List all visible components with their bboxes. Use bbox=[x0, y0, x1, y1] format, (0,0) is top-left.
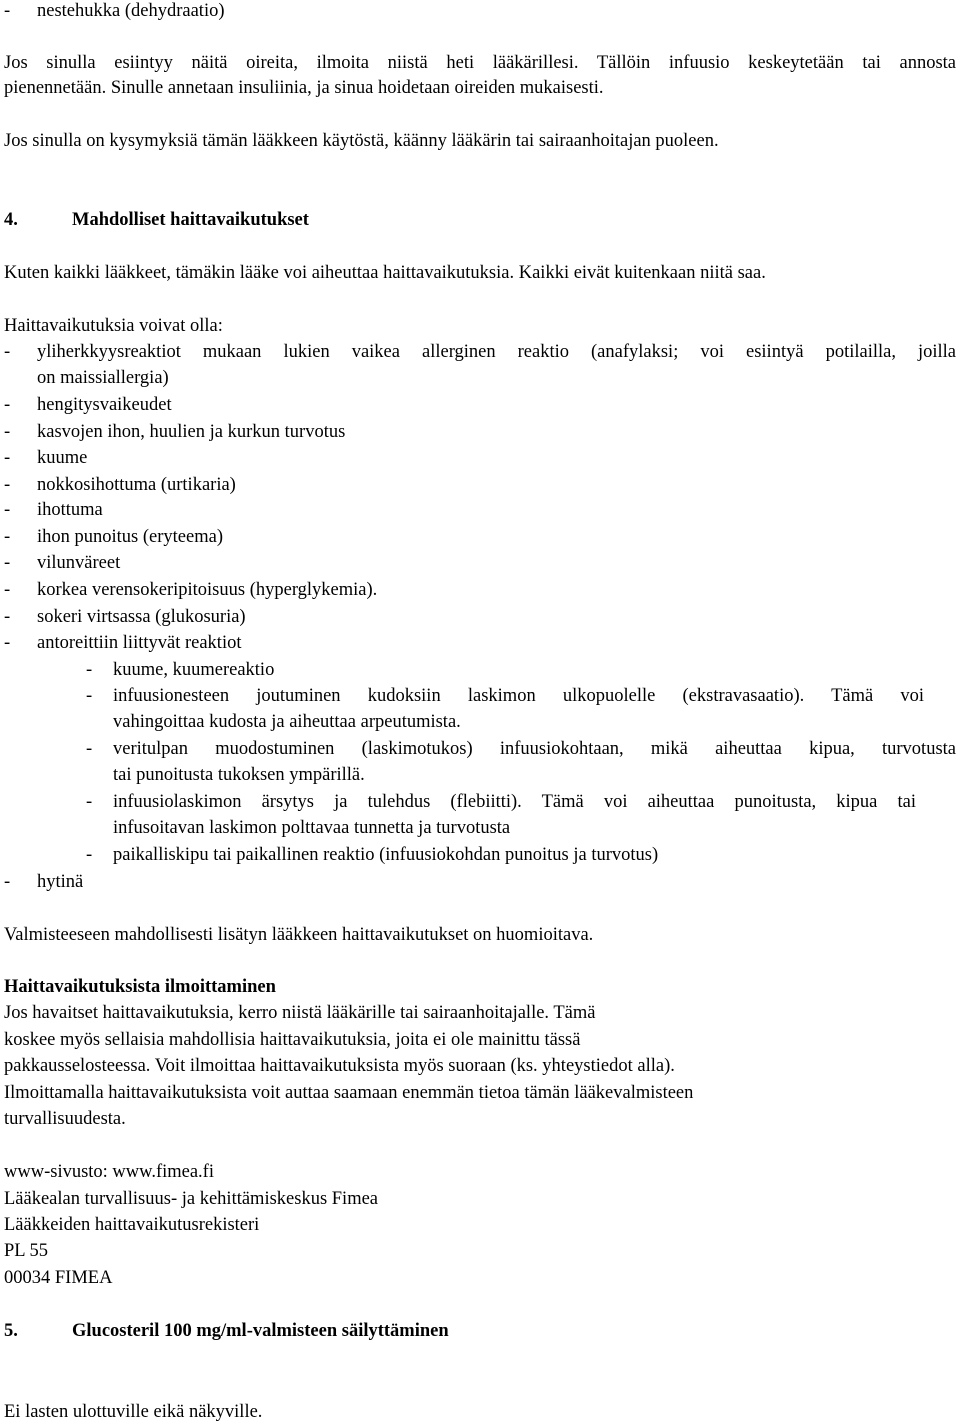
paragraph-questions: Jos sinulla on kysymyksiä tämän lääkkeen käytöstä, käänny lääkärin tai sairaanhoitajan puoleen. bbox=[4, 131, 719, 151]
list-dash: - bbox=[4, 395, 11, 415]
reporting-line: Ilmoittamalla haittavaikutuksista voit auttaa saamaan enemmän tietoa tämän lääkevalmisteen bbox=[4, 1083, 694, 1103]
sub-list-dash: - bbox=[86, 792, 93, 812]
list-dash: - bbox=[4, 422, 11, 442]
sub-list-dash: - bbox=[86, 660, 93, 680]
section-4-intro: Kuten kaikki lääkkeet, tämäkin lääke voi aiheuttaa haittavaikutuksia. Kaikki eivät kuitenkaan niitä saa. bbox=[4, 263, 766, 283]
contact-po-box: PL 55 bbox=[4, 1241, 49, 1261]
list-item-hypersensitivity: yliherkkyysreaktiot mukaan lukien vaikea allerginen reaktio (anafylaksi; voi esiintyä potilailla, joilla bbox=[37, 342, 956, 362]
list-dash: - bbox=[4, 553, 11, 573]
sub-list-dash: - bbox=[86, 845, 93, 865]
reporting-line: Jos havaitset haittavaikutuksia, kerro niistä lääkärille tai sairaanhoitajalle. Tämä bbox=[4, 1003, 596, 1023]
sub-list-item-continuation: tai punoitusta tukoksen ympärillä. bbox=[113, 765, 365, 785]
sub-list-item-continuation: vahingoittaa kudosta ja aiheuttaa arpeutumista. bbox=[113, 712, 461, 732]
paragraph-line: Jos sinulla esiintyy näitä oireita, ilmoita niistä heti lääkärillesi. Tällöin infuusio keskeytetään tai annosta bbox=[4, 53, 956, 73]
list-item-last: hytinä bbox=[37, 872, 84, 892]
list-item: ihottuma bbox=[37, 500, 103, 520]
list-item: antoreittiin liittyvät reaktiot bbox=[37, 633, 242, 653]
list-dash: - bbox=[4, 475, 11, 495]
list-item-dehydration: nestehukka (dehydraatio) bbox=[37, 1, 225, 21]
list-dash: - bbox=[4, 580, 11, 600]
reporting-heading: Haittavaikutuksista ilmoittaminen bbox=[4, 977, 276, 997]
section-title: Mahdolliset haittavaikutukset bbox=[72, 210, 309, 230]
list-dash: - bbox=[4, 342, 11, 362]
contact-postal-code: 00034 FIMEA bbox=[4, 1268, 113, 1288]
list-dash: - bbox=[4, 633, 11, 653]
list-dash: - bbox=[4, 607, 11, 627]
list-dash: - bbox=[4, 1, 11, 21]
list-item: vilunväreet bbox=[37, 553, 121, 573]
list-dash: - bbox=[4, 872, 11, 892]
sub-list-item: kuume, kuumereaktio bbox=[113, 660, 275, 680]
reporting-line: koskee myös sellaisia mahdollisia haittavaikutuksia, joita ei ole mainittu tässä bbox=[4, 1030, 581, 1050]
sub-list-dash: - bbox=[86, 686, 93, 706]
list-item: kuume bbox=[37, 448, 88, 468]
section-5-heading bbox=[4, 1322, 449, 1341]
sub-list-item: veritulpan muodostuminen (laskimotukos) infuusiokohtaan, mikä aiheuttaa kipua, turvotusta bbox=[113, 739, 956, 759]
sub-list-item: infuusionesteen joutuminen kudoksiin laskimon ulkopuolelle (ekstravasaatio). Tämä voi bbox=[113, 686, 924, 706]
list-dash: - bbox=[4, 527, 11, 547]
list-item: ihon punoitus (eryteema) bbox=[37, 527, 223, 547]
reporting-line: turvallisuudesta. bbox=[4, 1109, 126, 1129]
reporting-line: pakkausselosteessa. Voit ilmoittaa haittavaikutuksista myös suoraan (ks. yhteystiedot alla). bbox=[4, 1056, 675, 1076]
list-dash: - bbox=[4, 500, 11, 520]
list-item-continuation: on maissiallergia) bbox=[37, 368, 169, 388]
contact-agency: Lääkealan turvallisuus- ja kehittämiskeskus Fimea bbox=[4, 1189, 379, 1209]
list-item: hengitysvaikeudet bbox=[37, 395, 172, 415]
section-title: Glucosteril 100 mg/ml-valmisteen säilyttäminen bbox=[72, 1321, 449, 1341]
sub-list-item: infuusiolaskimon ärsytys ja tulehdus (flebiitti). Tämä voi aiheuttaa punoitusta, kipua tai bbox=[113, 792, 916, 812]
contact-registry: Lääkkeiden haittavaikutusrekisteri bbox=[4, 1215, 260, 1235]
additive-note: Valmisteeseen mahdollisesti lisätyn lääkkeen haittavaikutukset on huomioitava. bbox=[4, 925, 594, 945]
section-number: 4. bbox=[4, 210, 18, 230]
sub-list-dash: - bbox=[86, 739, 93, 759]
list-item: sokeri virtsassa (glukosuria) bbox=[37, 607, 246, 627]
paragraph-line: pienennetään. Sinulle annetaan insuliinia, ja sinua hoidetaan oireiden mukaisesti. bbox=[4, 78, 604, 98]
sub-list-item-continuation: infusoitavan laskimon polttavaa tunnetta ja turvotusta bbox=[113, 818, 511, 838]
list-item: nokkosihottuma (urtikaria) bbox=[37, 475, 236, 495]
section-4-list-lead: Haittavaikutuksia voivat olla: bbox=[4, 316, 223, 336]
list-item: korkea verensokeripitoisuus (hyperglykemia). bbox=[37, 580, 378, 600]
storage-note: Ei lasten ulottuville eikä näkyville. bbox=[4, 1402, 263, 1422]
contact-website: www-sivusto: www.fimea.fi bbox=[4, 1162, 214, 1182]
sub-list-item: paikalliskipu tai paikallinen reaktio (infuusiokohdan punoitus ja turvotus) bbox=[113, 845, 659, 865]
list-dash: - bbox=[4, 448, 11, 468]
list-item: kasvojen ihon, huulien ja kurkun turvotus bbox=[37, 422, 346, 442]
section-4-heading bbox=[4, 211, 309, 230]
section-number: 5. bbox=[4, 1321, 18, 1341]
